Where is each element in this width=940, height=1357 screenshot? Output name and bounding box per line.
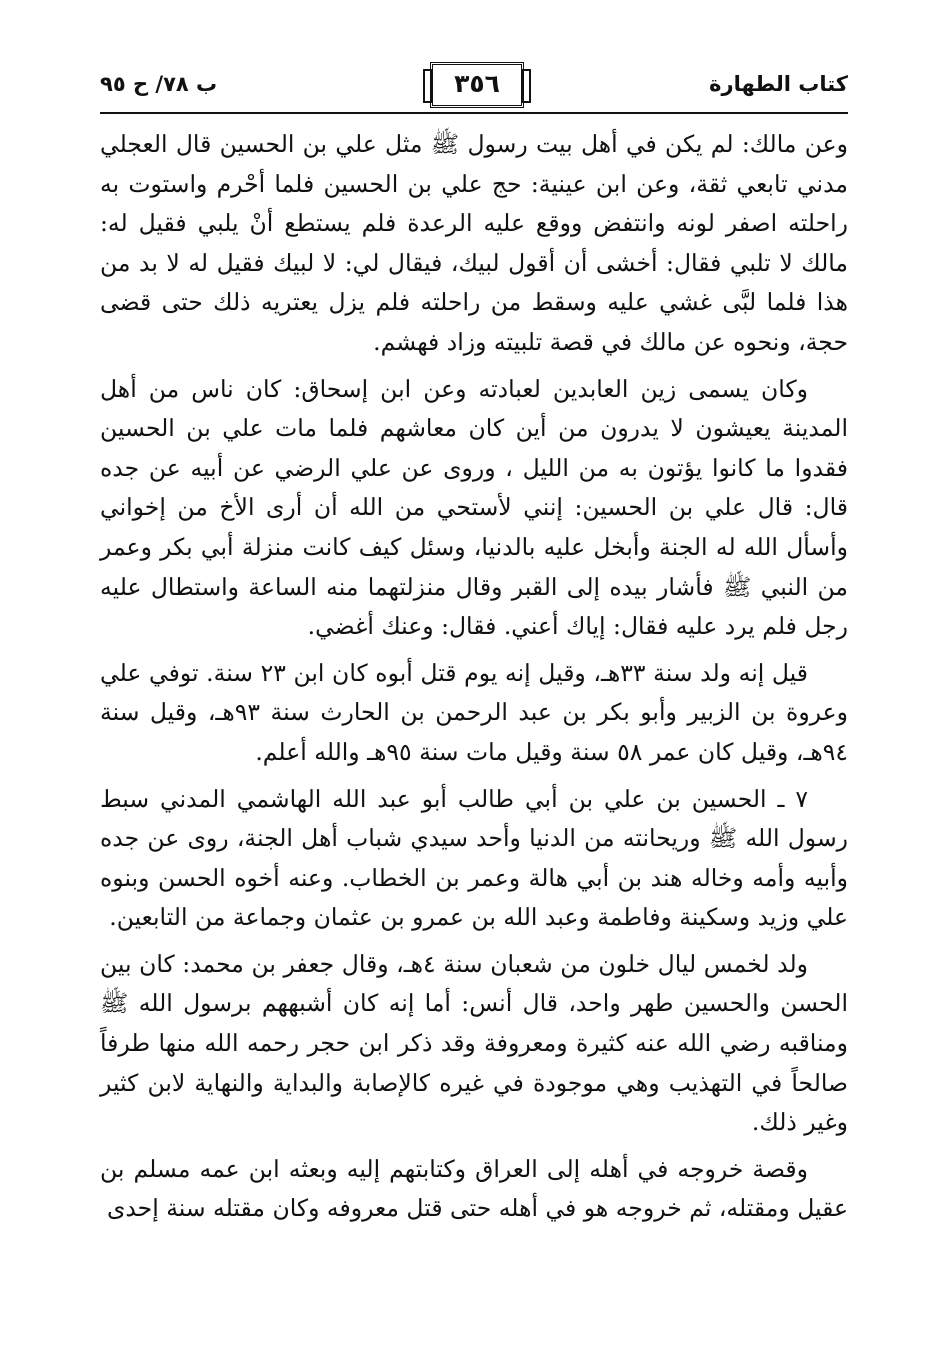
paragraph: قيل إنه ولد سنة ٣٣هـ، وقيل إنه يوم قتل أبوه كان ابن ٢٣ سنة. توفي علي وعروة بن الزبير وأبو بكر بن عبد الرحمن بن الحارث سنة ٩٣هـ، وقيل سنة ٩٤هـ، وقيل كان عمر ٥٨ سنة وقيل مات سنة ٩٥هـ والله أعلم. [100,658,849,766]
paragraph: وعن مالك: لم يكن في أهل بيت رسول ﷺ مثل علي بن الحسين قال العجلي مدني تابعي ثقة، وعن ابن عينية: حج علي بن الحسين فلما أحْرم واستوت به راحلته اصفر لونه وانتفض ووقع عليه الرعدة فلم يستطع أنْ يلبي فقيل له: مالك لا تلبي فقال: أخشى أن أقول لبيك، فيقال لي: لا لبيك فقيل له لا بد من هذا فلما لبَّى غشي عليه وسقط من راحلته فلم يزل يعتريه ذلك حتى قضى حجة، ونحوه عن مالك في قصة تلبيته وزاد فهشم. [100,130,848,356]
book-title: كتاب الطهارة [709,72,848,96]
paragraph: وكان يسمى زين العابدين لعبادته وعن ابن إسحاق: كان ناس من أهل المدينة يعيشون لا يدرون من أين كان معاشهم فلما مات علي بن الحسين فقدوا ما كانوا يؤتون به من الليل ، وروى عن علي الرضي عن أبيه عن جده قال: قال علي بن الحسين: إنني لأستحي من الله أن أرى الأخ من إخواني وأسأل الله له الجنة وأبخل عليه بالدنيا، وسئل كيف كانت منزلة أبي بكر وعمر من النبي ﷺ فأشار بيده إلى القبر وقال منزلتهما منه الساعة واستطال عليه رجل فلم يرد عليه فقال: إياك أعني. فقال: وعنك أغضي. [100,374,848,641]
page-body [100,125,848,1236]
page-header [100,62,848,114]
page-number: ٣٥٦ [430,62,524,108]
header-divider [100,112,848,114]
chapter-reference: ب ٧٨/ ح ٩٥ [100,72,218,96]
paragraph: ولد لخمس ليال خلون من شعبان سنة ٤هـ، وقال جعفر بن محمد: كان بين الحسن والحسين طهر واحد، قال أنس: أما إنه كان أشبههم برسول الله ﷺ ومناقبه رضي الله عنه كثيرة ومعروفة وقد ذكر ابن حجر رحمه الله منها طرفاً صالحاً في التهذيب وهي موجودة في غيره كالإصابة والبداية والنهاية لابن كثير وغير ذلك. [100,949,848,1137]
paragraph: ٧ ـ الحسين بن علي بن أبي طالب أبو عبد الله الهاشمي المدني سبط رسول الله ﷺ وريحانته من الدنيا وأحد سيدي شباب أهل الجنة، روى عن جده وأبيه وأمه وخاله هند بن أبي هالة وعمر بن الخطاب. وعنه أخوه الحسن وبنوه علي وزيد وسكينة وفاطمة وعبد الله بن عمرو بن عثمان وجماعة من التابعين. [100,784,848,932]
paragraph: وقصة خروجه في أهله إلى العراق وكتابتهم إليه وبعثه ابن عمه مسلم بن عقيل ومقتله، ثم خروجه هو في أهله حتى قتل معروفه وكان مقتله سنة إحدى [100,1154,848,1223]
